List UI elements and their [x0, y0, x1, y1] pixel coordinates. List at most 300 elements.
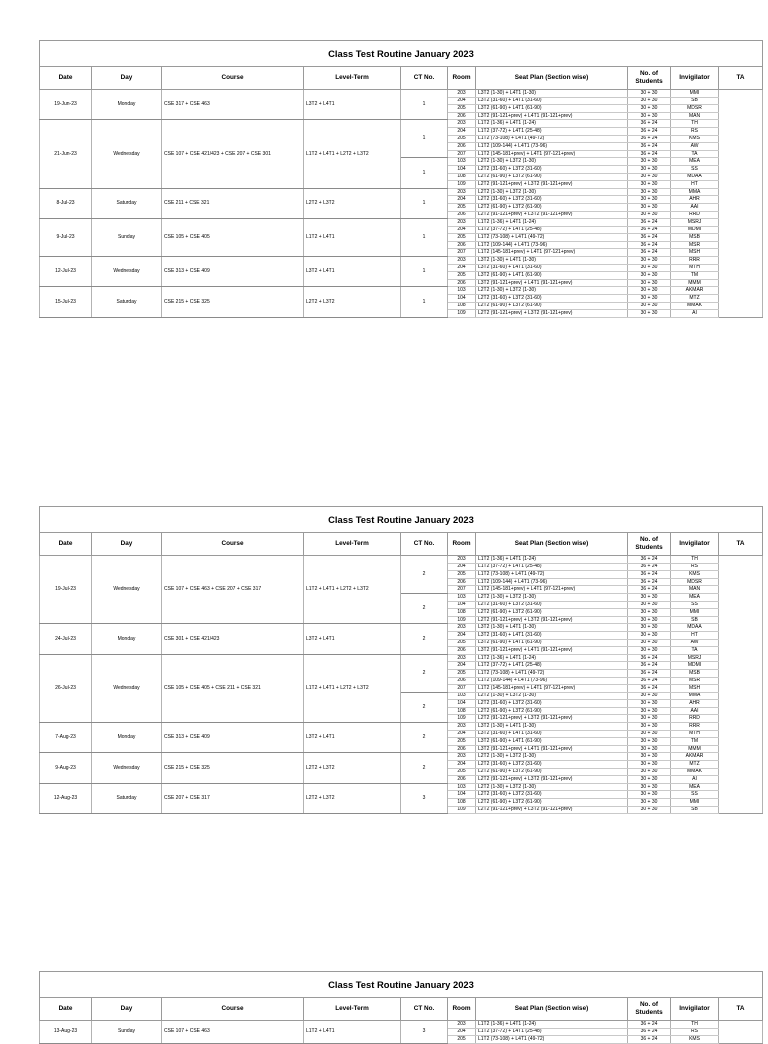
- table-row: [40, 90, 763, 98]
- room-number: 203: [448, 1021, 476, 1029]
- student-count: 36 + 24: [628, 578, 671, 586]
- table-row: [40, 257, 763, 265]
- room-number: 206: [448, 143, 476, 151]
- ta-cell: [719, 776, 763, 784]
- header-invigilator: Invigilator: [671, 533, 719, 556]
- seat-plan: L1T2 (145-181+prev) + L4T1 (97-121+prev): [476, 150, 628, 158]
- seat-plan: L1T2 (37-72) + L4T1 (25-48): [476, 1028, 628, 1036]
- routine-table: [39, 506, 763, 814]
- ta-cell: [719, 556, 763, 564]
- invigilator: MMM: [671, 279, 719, 287]
- table-row: [40, 624, 763, 632]
- ct-number: 2: [401, 692, 448, 722]
- room-number: 204: [448, 196, 476, 204]
- header-date: Date: [40, 998, 92, 1021]
- student-count: 36 + 24: [628, 563, 671, 571]
- room-number: 205: [448, 1036, 476, 1044]
- ct-number: 1: [401, 158, 448, 188]
- room-number: 204: [448, 761, 476, 769]
- routine-table: [39, 971, 763, 1044]
- ta-cell: [719, 738, 763, 746]
- seat-plan: L2T2 (1-30) + L3T2 (1-30): [476, 692, 628, 700]
- invigilator: HT: [671, 631, 719, 639]
- seat-plan: L3T2 (1-30) + L4T1 (1-30): [476, 257, 628, 265]
- invigilator: MMM: [671, 745, 719, 753]
- seat-plan: L2T2 (91-121+prev) + L3T2 (91-121+prev): [476, 715, 628, 723]
- student-count: 36 + 24: [628, 150, 671, 158]
- seat-plan: L3T2 (1-30) + L4T1 (1-30): [476, 624, 628, 632]
- ta-cell: [719, 601, 763, 609]
- invigilator: MEA: [671, 158, 719, 166]
- seat-plan: L2T2 (61-90) + L3T2 (61-90): [476, 707, 628, 715]
- ta-cell: [719, 234, 763, 242]
- student-count: 36 + 24: [628, 249, 671, 257]
- seat-plan: L1T2 (109-144) + L4T1 (73-96): [476, 677, 628, 685]
- routine-sheet-1: [39, 40, 745, 318]
- room-number: 204: [448, 563, 476, 571]
- seat-plan: L1T2 (1-36) + L4T1 (1-24): [476, 120, 628, 128]
- exam-level-term: L1T2 + L4T1 + L2T2 + L3T2: [304, 556, 401, 624]
- invigilator: AAI: [671, 203, 719, 211]
- invigilator: SB: [671, 616, 719, 624]
- ta-cell: [719, 639, 763, 647]
- ta-cell: [719, 669, 763, 677]
- ta-cell: [719, 745, 763, 753]
- seat-plan: L3T2 (61-90) + L4T1 (61-90): [476, 738, 628, 746]
- title-row: [40, 507, 763, 533]
- student-count: 30 + 30: [628, 158, 671, 166]
- header-day: Day: [92, 998, 162, 1021]
- table-row: [40, 188, 763, 196]
- ta-cell: [719, 135, 763, 143]
- room-number: 108: [448, 707, 476, 715]
- table-row: [40, 120, 763, 128]
- exam-day: Wednesday: [92, 654, 162, 722]
- seat-plan: L1T2 (1-36) + L4T1 (1-24): [476, 654, 628, 662]
- room-number: 205: [448, 203, 476, 211]
- invigilator: AHR: [671, 700, 719, 708]
- ta-cell: [719, 150, 763, 158]
- room-number: 204: [448, 662, 476, 670]
- header-course: Course: [162, 533, 304, 556]
- seat-plan: L1T2 (145-181+prev) + L4T1 (97-121+prev): [476, 586, 628, 594]
- exam-date: 9-Jul-23: [40, 219, 92, 257]
- seat-plan: L1T2 (1-36) + L4T1 (1-24): [476, 219, 628, 227]
- ta-cell: [719, 105, 763, 113]
- seat-plan: L3T2 (91-121+prev) + L4T1 (91-121+prev): [476, 647, 628, 655]
- student-count: 30 + 30: [628, 196, 671, 204]
- student-count: 30 + 30: [628, 295, 671, 303]
- seat-plan: L3T2 (31-60) + L4T1 (31-60): [476, 730, 628, 738]
- room-number: 206: [448, 211, 476, 219]
- invigilator: MEA: [671, 593, 719, 601]
- seat-plan: L2T2 (31-60) + L3T2 (31-60): [476, 295, 628, 303]
- ta-cell: [719, 97, 763, 105]
- room-number: 205: [448, 738, 476, 746]
- room-number: 104: [448, 791, 476, 799]
- seat-plan: L3T2 (31-60) + L4T1 (31-60): [476, 97, 628, 105]
- exam-date: 9-Aug-23: [40, 753, 92, 783]
- seat-plan: L2T2 (31-60) + L3T2 (31-60): [476, 601, 628, 609]
- ct-number: 1: [401, 90, 448, 120]
- header-ct-no: CT No.: [401, 533, 448, 556]
- header-level-term: Level-Term: [304, 998, 401, 1021]
- invigilator: HT: [671, 181, 719, 189]
- ta-cell: [719, 723, 763, 731]
- invigilator: RS: [671, 127, 719, 135]
- ta-cell: [719, 647, 763, 655]
- exam-level-term: L1T2 + L4T1: [304, 1021, 401, 1044]
- ta-cell: [719, 302, 763, 310]
- student-count: 30 + 30: [628, 631, 671, 639]
- exam-course: CSE 215 + CSE 325: [162, 753, 304, 783]
- ct-number: 1: [401, 188, 448, 218]
- table-title: Class Test Routine January 2023: [40, 41, 763, 67]
- ta-cell: [719, 1021, 763, 1029]
- ta-cell: [719, 753, 763, 761]
- room-number: 203: [448, 257, 476, 265]
- header-invigilator: Invigilator: [671, 998, 719, 1021]
- ta-cell: [719, 264, 763, 272]
- seat-plan: L2T2 (61-90) + L3T2 (61-90): [476, 203, 628, 211]
- invigilator: MEA: [671, 783, 719, 791]
- table-row: [40, 1021, 763, 1029]
- invigilator: AHR: [671, 196, 719, 204]
- seat-plan: L1T2 (37-72) + L4T1 (25-48): [476, 226, 628, 234]
- student-count: 30 + 30: [628, 97, 671, 105]
- ta-cell: [719, 1028, 763, 1036]
- room-number: 206: [448, 241, 476, 249]
- invigilator: MDMI: [671, 662, 719, 670]
- exam-level-term: L3T2 + L4T1: [304, 723, 401, 753]
- room-number: 207: [448, 586, 476, 594]
- student-count: 30 + 30: [628, 738, 671, 746]
- room-number: 207: [448, 150, 476, 158]
- student-count: 30 + 30: [628, 761, 671, 769]
- header-date: Date: [40, 67, 92, 90]
- student-count: 30 + 30: [628, 211, 671, 219]
- seat-plan: L2T2 (91-121+prev) + L3T2 (91-121+prev): [476, 181, 628, 189]
- invigilator: MSB: [671, 234, 719, 242]
- ta-cell: [719, 203, 763, 211]
- table-row: [40, 783, 763, 791]
- seat-plan: L2T2 (1-30) + L3T2 (1-30): [476, 783, 628, 791]
- room-number: 203: [448, 753, 476, 761]
- room-number: 206: [448, 677, 476, 685]
- seat-plan: L3T2 (91-121+prev) + L4T1 (91-121+prev): [476, 745, 628, 753]
- ta-cell: [719, 654, 763, 662]
- ta-cell: [719, 707, 763, 715]
- seat-plan: L1T2 (145-181+prev) + L4T1 (97-121+prev): [476, 249, 628, 257]
- invigilator: SB: [671, 97, 719, 105]
- room-number: 205: [448, 105, 476, 113]
- exam-date: 21-Jun-23: [40, 120, 92, 188]
- exam-day: Monday: [92, 90, 162, 120]
- seat-plan: L1T2 (109-144) + L4T1 (73-96): [476, 241, 628, 249]
- header-course: Course: [162, 67, 304, 90]
- ta-cell: [719, 188, 763, 196]
- invigilator: AI: [671, 776, 719, 784]
- table-row: [40, 753, 763, 761]
- room-number: 205: [448, 135, 476, 143]
- seat-plan: L3T2 (91-121+prev) + L4T1 (91-121+prev): [476, 112, 628, 120]
- student-count: 30 + 30: [628, 264, 671, 272]
- ta-cell: [719, 692, 763, 700]
- student-count: 36 + 24: [628, 127, 671, 135]
- exam-day: Saturday: [92, 287, 162, 317]
- exam-course: CSE 105 + CSE 405 + CSE 211 + CSE 321: [162, 654, 304, 722]
- student-count: 30 + 30: [628, 723, 671, 731]
- seat-plan: L2T2 (1-30) + L3T2 (1-30): [476, 188, 628, 196]
- ct-number: 2: [401, 624, 448, 654]
- seat-plan: L1T2 (73-108) + L4T1 (49-72): [476, 234, 628, 242]
- student-count: 36 + 24: [628, 1021, 671, 1029]
- seat-plan: L2T2 (91-121+prev) + L3T2 (91-121+prev): [476, 776, 628, 784]
- invigilator: MSR: [671, 677, 719, 685]
- ta-cell: [719, 127, 763, 135]
- student-count: 30 + 30: [628, 173, 671, 181]
- ta-cell: [719, 120, 763, 128]
- student-count: 36 + 24: [628, 586, 671, 594]
- student-count: 30 + 30: [628, 799, 671, 807]
- room-number: 203: [448, 723, 476, 731]
- invigilator: KMS: [671, 1036, 719, 1044]
- ta-cell: [719, 715, 763, 723]
- seat-plan: L2T2 (1-30) + L3T2 (1-30): [476, 287, 628, 295]
- student-count: 30 + 30: [628, 257, 671, 265]
- ta-cell: [719, 226, 763, 234]
- seat-plan: L2T2 (61-90) + L3T2 (61-90): [476, 173, 628, 181]
- invigilator: KMS: [671, 135, 719, 143]
- seat-plan: L1T2 (73-108) + L4T1 (49-72): [476, 571, 628, 579]
- ta-cell: [719, 700, 763, 708]
- header-day: Day: [92, 533, 162, 556]
- header-invigilator: Invigilator: [671, 67, 719, 90]
- invigilator: MDSR: [671, 105, 719, 113]
- invigilator: AW: [671, 639, 719, 647]
- header-day: Day: [92, 67, 162, 90]
- seat-plan: L2T2 (1-30) + L3T2 (1-30): [476, 593, 628, 601]
- student-count: 30 + 30: [628, 715, 671, 723]
- student-count: 30 + 30: [628, 287, 671, 295]
- header-seat-plan: Seat Plan (Section wise): [476, 533, 628, 556]
- room-number: 203: [448, 90, 476, 98]
- room-number: 205: [448, 234, 476, 242]
- exam-day: Monday: [92, 624, 162, 654]
- invigilator: RS: [671, 1028, 719, 1036]
- exam-course: CSE 211 + CSE 321: [162, 188, 304, 218]
- ct-number: 2: [401, 723, 448, 753]
- ct-number: 1: [401, 287, 448, 317]
- room-number: 104: [448, 700, 476, 708]
- seat-plan: L2T2 (91-121+prev) + L3T2 (91-121+prev): [476, 616, 628, 624]
- ta-cell: [719, 616, 763, 624]
- exam-level-term: L3T2 + L4T1: [304, 624, 401, 654]
- exam-level-term: L1T2 + L4T1 + L2T2 + L3T2: [304, 654, 401, 722]
- ta-cell: [719, 112, 763, 120]
- ta-cell: [719, 279, 763, 287]
- seat-plan: L1T2 (37-72) + L4T1 (25-48): [476, 662, 628, 670]
- ta-cell: [719, 593, 763, 601]
- seat-plan: L3T2 (31-60) + L4T1 (31-60): [476, 631, 628, 639]
- exam-date: 13-Aug-23: [40, 1021, 92, 1044]
- student-count: 30 + 30: [628, 272, 671, 280]
- seat-plan: L2T2 (1-30) + L3T2 (1-30): [476, 753, 628, 761]
- ct-number: 2: [401, 654, 448, 692]
- invigilator: TM: [671, 272, 719, 280]
- student-count: 36 + 24: [628, 662, 671, 670]
- ta-cell: [719, 730, 763, 738]
- student-count: 30 + 30: [628, 776, 671, 784]
- invigilator: TA: [671, 647, 719, 655]
- invigilator: SS: [671, 601, 719, 609]
- seat-plan: L1T2 (73-108) + L4T1 (49-72): [476, 1036, 628, 1044]
- ta-cell: [719, 563, 763, 571]
- room-number: 206: [448, 647, 476, 655]
- student-count: 30 + 30: [628, 188, 671, 196]
- invigilator: AI: [671, 310, 719, 318]
- invigilator: RRR: [671, 723, 719, 731]
- room-number: 204: [448, 631, 476, 639]
- student-count: 36 + 24: [628, 241, 671, 249]
- invigilator: MSH: [671, 249, 719, 257]
- room-number: 205: [448, 669, 476, 677]
- invigilator: TH: [671, 556, 719, 564]
- student-count: 30 + 30: [628, 165, 671, 173]
- ta-cell: [719, 249, 763, 257]
- ta-cell: [719, 90, 763, 98]
- exam-course: CSE 313 + CSE 409: [162, 257, 304, 287]
- exam-day: Sunday: [92, 1021, 162, 1044]
- ta-cell: [719, 257, 763, 265]
- invigilator: MMAK: [671, 302, 719, 310]
- invigilator: AAI: [671, 707, 719, 715]
- student-count: 30 + 30: [628, 601, 671, 609]
- ta-cell: [719, 624, 763, 632]
- exam-level-term: L1T2 + L4T1: [304, 219, 401, 257]
- exam-course: CSE 107 + CSE 421/423 + CSE 207 + CSE 301: [162, 120, 304, 188]
- student-count: 30 + 30: [628, 700, 671, 708]
- exam-date: 24-Jul-23: [40, 624, 92, 654]
- room-number: 204: [448, 1028, 476, 1036]
- student-count: 30 + 30: [628, 692, 671, 700]
- exam-date: 19-Jul-23: [40, 556, 92, 624]
- invigilator: MTH: [671, 264, 719, 272]
- seat-plan: L3T2 (91-121+prev) + L4T1 (91-121+prev): [476, 279, 628, 287]
- student-count: 30 + 30: [628, 310, 671, 318]
- ct-number: 2: [401, 556, 448, 594]
- ta-cell: [719, 791, 763, 799]
- seat-plan: L1T2 (1-36) + L4T1 (1-24): [476, 556, 628, 564]
- header-level-term: Level-Term: [304, 533, 401, 556]
- seat-plan: L2T2 (61-90) + L3T2 (61-90): [476, 609, 628, 617]
- seat-plan: L2T2 (31-60) + L3T2 (31-60): [476, 761, 628, 769]
- exam-day: Wednesday: [92, 120, 162, 188]
- room-number: 205: [448, 272, 476, 280]
- ct-number: 1: [401, 257, 448, 287]
- ta-cell: [719, 272, 763, 280]
- header-row: [40, 533, 763, 556]
- exam-day: Wednesday: [92, 753, 162, 783]
- invigilator: MTZ: [671, 761, 719, 769]
- room-number: 103: [448, 158, 476, 166]
- invigilator: RRR: [671, 257, 719, 265]
- exam-date: 19-Jun-23: [40, 90, 92, 120]
- seat-plan: L3T2 (1-30) + L4T1 (1-30): [476, 90, 628, 98]
- header-ta: TA: [719, 67, 763, 90]
- seat-plan: L2T2 (31-60) + L3T2 (31-60): [476, 791, 628, 799]
- student-count: 36 + 24: [628, 234, 671, 242]
- room-number: 103: [448, 593, 476, 601]
- ta-cell: [719, 143, 763, 151]
- exam-level-term: L2T2 + L3T2: [304, 753, 401, 783]
- room-number: 108: [448, 609, 476, 617]
- invigilator: MMI: [671, 609, 719, 617]
- student-count: 36 + 24: [628, 677, 671, 685]
- ta-cell: [719, 165, 763, 173]
- exam-course: CSE 207 + CSE 317: [162, 783, 304, 813]
- invigilator: MMI: [671, 799, 719, 807]
- ta-cell: [719, 211, 763, 219]
- room-number: 204: [448, 97, 476, 105]
- student-count: 36 + 24: [628, 120, 671, 128]
- exam-course: CSE 317 + CSE 463: [162, 90, 304, 120]
- seat-plan: L1T2 (73-108) + L4T1 (49-72): [476, 135, 628, 143]
- invigilator: TH: [671, 120, 719, 128]
- ct-number: 1: [401, 120, 448, 158]
- invigilator: MTZ: [671, 295, 719, 303]
- student-count: 30 + 30: [628, 783, 671, 791]
- invigilator: TH: [671, 1021, 719, 1029]
- ta-cell: [719, 578, 763, 586]
- ta-cell: [719, 609, 763, 617]
- ta-cell: [719, 806, 763, 814]
- invigilator: AW: [671, 143, 719, 151]
- room-number: 206: [448, 279, 476, 287]
- seat-plan: L2T2 (31-60) + L3T2 (31-60): [476, 196, 628, 204]
- ta-cell: [719, 662, 763, 670]
- student-count: 30 + 30: [628, 112, 671, 120]
- student-count: 30 + 30: [628, 745, 671, 753]
- room-number: 205: [448, 571, 476, 579]
- invigilator: SS: [671, 165, 719, 173]
- student-count: 30 + 30: [628, 609, 671, 617]
- invigilator: MDMI: [671, 226, 719, 234]
- student-count: 30 + 30: [628, 90, 671, 98]
- student-count: 30 + 30: [628, 181, 671, 189]
- ta-cell: [719, 219, 763, 227]
- exam-level-term: L2T2 + L3T2: [304, 188, 401, 218]
- student-count: 30 + 30: [628, 806, 671, 814]
- room-number: 204: [448, 264, 476, 272]
- header-ta: TA: [719, 533, 763, 556]
- seat-plan: L3T2 (61-90) + L4T1 (61-90): [476, 105, 628, 113]
- seat-plan: L3T2 (31-60) + L4T1 (31-60): [476, 264, 628, 272]
- student-count: 36 + 24: [628, 556, 671, 564]
- invigilator: RS: [671, 563, 719, 571]
- ta-cell: [719, 158, 763, 166]
- room-number: 109: [448, 806, 476, 814]
- invigilator: MSB: [671, 669, 719, 677]
- student-count: 30 + 30: [628, 279, 671, 287]
- student-count: 30 + 30: [628, 639, 671, 647]
- invigilator: MAN: [671, 112, 719, 120]
- exam-course: CSE 107 + CSE 463 + CSE 207 + CSE 317: [162, 556, 304, 624]
- seat-plan: L2T2 (1-30) + L3T2 (1-30): [476, 158, 628, 166]
- table-row: [40, 723, 763, 731]
- exam-day: Wednesday: [92, 257, 162, 287]
- header-students: No. of Students: [628, 998, 671, 1021]
